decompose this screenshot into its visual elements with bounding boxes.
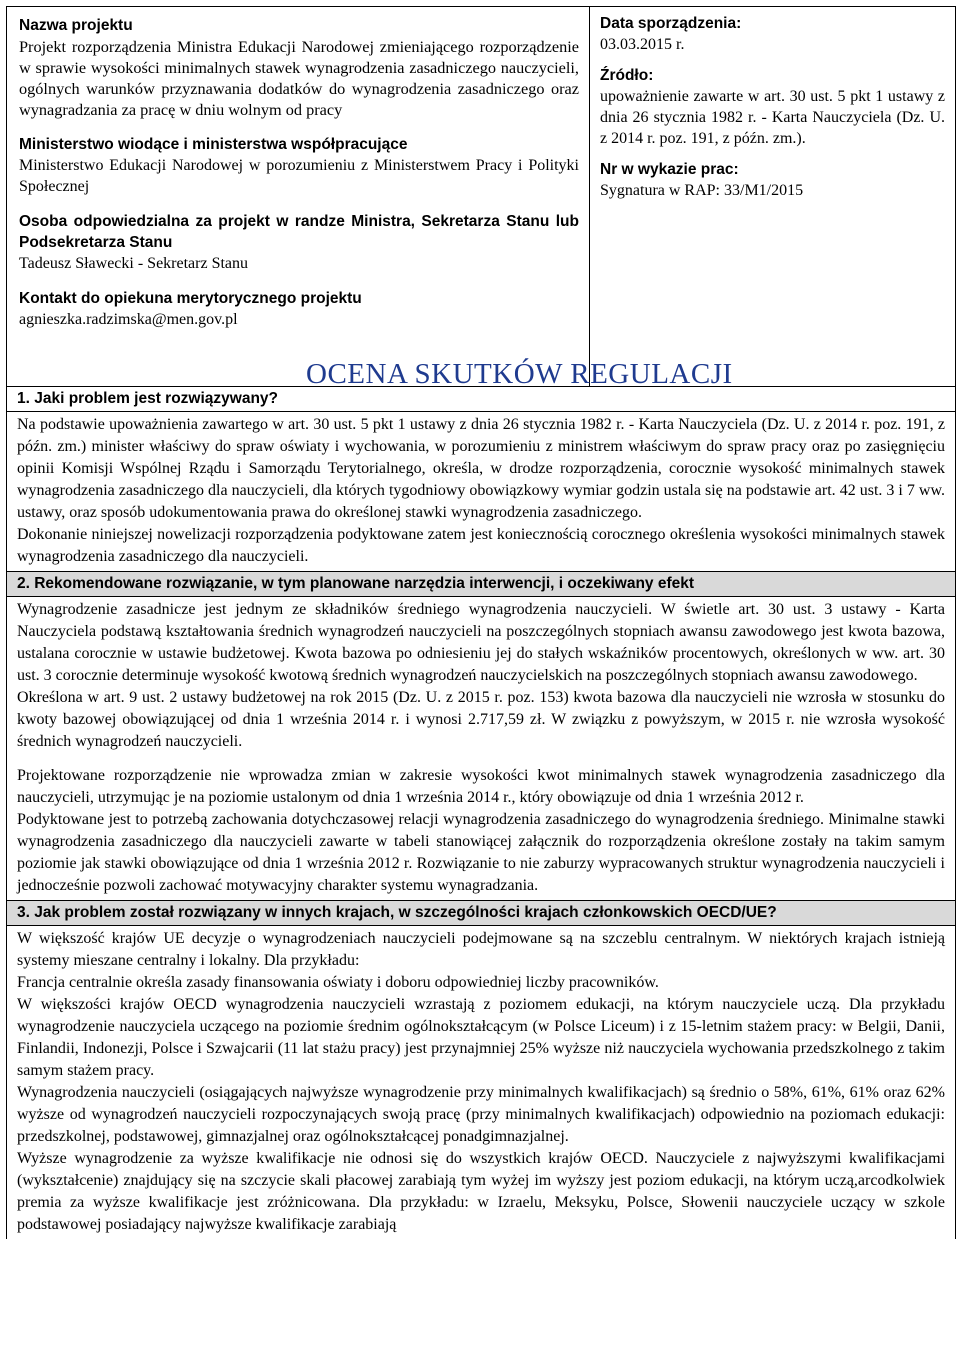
person-label: Osoba odpowiedzialna za projekt w randze Ministra, Sekretarza Stanu lub Podsekretarza Stanu — [19, 213, 579, 251]
source-value: upoważnienie zawarte w art. 30 ust. 5 pkt 1 ustawy z dnia 26 stycznia 1982 r. - Karta Nauczyciela (Dz. U. z 2014 r. poz. 191, z późn. zm.). — [600, 88, 945, 147]
section-2-paragraph: Podyktowane jest to potrzebą zachowania dotychczasowej relacji wynagrodzenia zasadniczego do wynagrodzenia średniego. Minimalne stawki wynagrodzenia zasadniczego dla nauczycieli zawarte w tabeli stanowiącej załącznik do rozporządzenia określone zostały na takim samym poziomie jak stawki obowiązujące od dnia 1 września 2012 r. Rozwiązanie to nie zaburzy wypracowanych struktur wynagrodzenia nauczycieli i jednocześnie pozwoli zachować motywacyjny charakter systemu wynagradzania. — [17, 811, 945, 894]
section-3-paragraph: Francja centralnie określa zasady finansowania oświaty i doboru odpowiedniej liczby pracowników. — [17, 974, 659, 991]
section-3-paragraph: W większości krajów OECD wynagrodzenia nauczycieli wzrastają z poziomem edukacji, na którym nauczyciele uczą. Dla przykładu wynagrodzenie nauczyciela uczącego na poziomie średnim ogólnokształcącym (w Polsce Liceum) i z 15-letnim stażem pracy: w Belgii, Danii, Finlandii, Indonezji, Polsce i Szwajcarii (11 lat stażu pracy) jest przynajmniej 25% wyższe niż nauczyciela wychowania przedszkolnego z takim samym stażem pracy. — [17, 996, 945, 1079]
date-label: Data sporządzenia: — [600, 15, 742, 32]
section-1-paragraph: Dokonanie niniejszej nowelizacji rozporządzenia podyktowane zatem jest koniecznością corocznego określenia wysokości minimalnych stawek wynagrodzenia zasadniczego dla nauczycieli. — [17, 526, 945, 565]
section-1-heading: 1. Jaki problem jest rozwiązywany? — [6, 386, 956, 412]
section-3-paragraph: Wyższe wynagrodzenie za wyższe kwalifikacje nie odnosi się do wszystkich krajów OECD. Nauczyciele z najwyższymi kwalifikacjami (wykształcenie) znajdujący się na szczycie skali płacowej zarabiają tym wyżej im wyższy jest poziom edukacji, na którym uczą,arcodkolwiek premia za wyższe kwalifikacje jest zróżnicowana. Dla przykładu: w Izraelu, Meksyku, Polsce, Słowenii nauczyciele uczący w szkole podstawowej posiadający najwyższe kwalifikacje zarabiają — [17, 1150, 945, 1233]
header-right-column — [589, 7, 955, 386]
list-label: Nr w wykazie prac: — [600, 161, 739, 178]
section-2-paragraph: Projektowane rozporządzenie nie wprowadza zmian w zakresie wysokości kwot minimalnych stawek wynagrodzenia zasadniczego dla nauczycieli, utrzymując je na poziomie ustalonym od dnia 1 września 2014 r., który obowiązuje od dnia 1 września 2012 r. — [17, 767, 945, 806]
section-3-paragraph: Wynagrodzenia nauczycieli (osiągających najwyższe wynagrodzenie przy minimalnych kwalifikacjach) są średnio o 58%, 61%, 61% oraz 62% wyższe od wynagrodzeń nauczycieli rozpoczynających swoją pracę (przy minimalnych kwalifikacjach) odpowiednio na poziomach edukacji: przedszkolnej, podstawowej, gimnazjalnej oraz ogólnokształcącej ponadgimnazjalnej. — [17, 1084, 945, 1145]
section-1-body — [6, 412, 956, 572]
header-block — [6, 6, 956, 386]
section-3-heading: 3. Jak problem został rozwiązany w innych krajach, w szczególności krajach członkowskich OECD/UE? — [6, 901, 956, 926]
section-2-heading: 2. Rekomendowane rozwiązanie, w tym planowane narzędzia interwencji, i oczekiwany efekt — [6, 572, 956, 597]
list-value: Sygnatura w RAP: 33/M1/2015 — [600, 182, 804, 199]
contact-value: agnieszka.radzimska@men.gov.pl — [19, 311, 238, 328]
person-value: Tadeusz Sławecki - Sekretarz Stanu — [19, 255, 249, 272]
project-name-label: Nazwa projektu — [19, 17, 133, 34]
section-3-paragraph: W większość krajów UE decyzje o wynagrodzeniach nauczycieli podejmowane są na szczeblu centralnym. W niektórych krajach istnieją systemy mieszane centralny i lokalny. Dla przykładu: — [17, 930, 945, 969]
source-label: Źródło: — [600, 67, 654, 84]
header-left-column — [7, 7, 589, 386]
section-1-paragraph: Na podstawie upoważnienia zawartego w art. 30 ust. 5 pkt 1 ustawy z dnia 26 stycznia 1982 r. - Karta Nauczyciela (Dz. U. z 2014 r. poz. 191, z późn. zm.) minister właściwy do spraw oświaty i wychowania, w porozumieniu z ministrem właściwym do spraw pracy oraz po zasięgnięciu opinii Komisji Wspólnej Rządu i Samorządu Terytorialnego, określa, w drodze rozporządzenia, corocznie wysokość minimalnych stawek wynagrodzenia zasadniczego dla nauczycieli, dla których tygodniowy obowiązkowy wymiar godzin ustala się na podstawie art. 42 ust. 3 i 7 ww. ustawy, oraz sposób udokumentowania prawa do określonej stawki wynagrodzenia zasadniczego. — [17, 416, 945, 521]
section-3-body — [6, 926, 956, 1239]
section-2-paragraph: Określona w art. 9 ust. 2 ustawy budżetowej na rok 2015 (Dz. U. z 2015 r. poz. 153) kwota bazowa dla nauczycieli nie wzrosła w stosunku do kwoty bazowej obowiązującej od dnia 1 września 2014 r. i wynosi 2.717,59 zł. W związku z powyższym, w 2015 r. nie wzrosła wysokość średnich wynagrodzeń nauczycieli. — [17, 689, 945, 750]
project-name-value: Projekt rozporządzenia Ministra Edukacji Narodowej zmieniającego rozporządzenie w sprawie wysokości minimalnych stawek wynagrodzenia zasadniczego nauczycieli, ogólnych warunków przyznawania dodatków do wynagrodzenia zasadniczego oraz wynagradzania za pracę w dniu wolnym od pracy — [19, 37, 579, 119]
contact-label: Kontakt do opiekuna merytorycznego projektu — [19, 290, 362, 307]
section-2-paragraph: Wynagrodzenie zasadnicze jest jednym ze składników średniego wynagrodzenia nauczycieli. W świetle art. 30 ust. 3 ustawy - Karta Nauczyciela podstawą kształtowania średnich wynagrodzeń nauczycieli na poszczególnych stopniach awansu zawodowego jest kwota bazowa, ustalana corocznie w ustawie budżetowej. Kwota bazowa po odniesieniu jej do stałych wskaźników procentowych, określonych w ww. art. 30 ust. 3 corocznie determinuje wysokość kwotową średnich wynagrodzeń nauczycielskich na poszczególnych stopniach awansu zawodowego. — [17, 601, 945, 684]
ministry-label: Ministerstwo wiodące i ministerstwa współpracujące — [19, 136, 408, 153]
ocena-title: OCENA SKUTKÓW REGULACJI — [306, 358, 733, 390]
ministry-value: Ministerstwo Edukacji Narodowej w porozumieniu z Ministerstwem Pracy i Polityki Społecznej — [19, 157, 579, 195]
date-value: 03.03.2015 r. — [600, 36, 685, 53]
section-2-body — [6, 597, 956, 901]
